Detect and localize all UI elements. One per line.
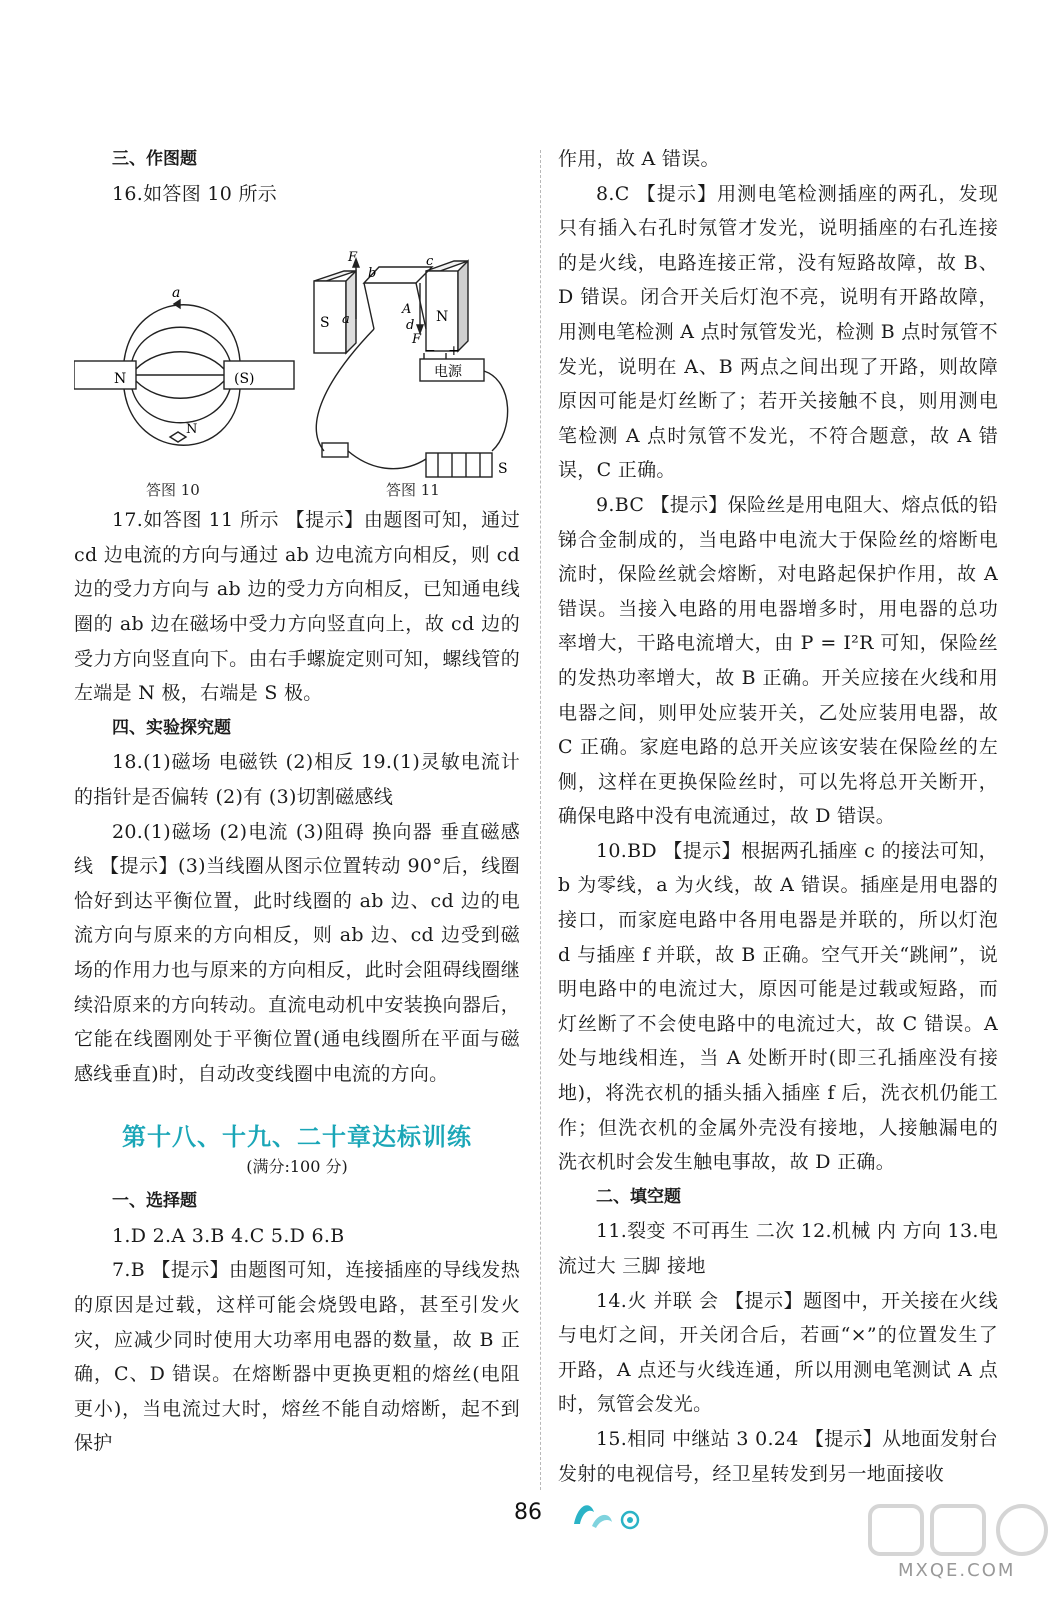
fig11-label-n: N	[436, 309, 449, 326]
q20-answer: 20.(1)磁场 (2)电流 (3)阻碍 换向器 垂直磁感线 【提示】(3)当线圈从图示位置转动 90°后，线圈恰好到达平衡位置，此时线圈的 ab 边、cd 边的电流方向与原来的方向相反，则 ab 边、cd 边受到磁场的作用力也与原来的方向相反，此时会阻碍线圈继续沿原来的方向转动。直流电动机中安装换向器后，它能在线圈刚处于平衡位置(通电线圈所在平面与磁感线垂直)时，自动改变线圈中电流的方向。	[74, 820, 520, 1085]
section-3-title: 三、作图题	[112, 149, 197, 169]
fig10-label-s: (S)	[234, 371, 255, 388]
fig10-label-a: a	[172, 285, 181, 302]
full-score: (满分:100 分)	[246, 1157, 348, 1177]
left-column	[74, 142, 520, 1461]
fig11-label-b: b	[368, 266, 377, 282]
figure-diagrams	[74, 211, 520, 503]
fig11-label-minus: −	[424, 343, 436, 360]
section-4-title: 四、实验探究题	[112, 717, 231, 738]
watermark-logo-icon	[866, 1500, 1056, 1560]
q17-answer: 17.如答图 11 所示 【提示】由题图可知，通过 cd 边电流的方向与通过 ab 边电流方向相反，则 cd 边的受力方向与 ab 边的受力方向相反，已知通电线圈的 ab 边在磁场中受力方向竖直向上，故 cd 边的受力方向竖直向下。由右手螺旋定则可知，螺线管的左端是 N 极，右端是 S 极。	[74, 509, 520, 705]
q7-continued: 作用，故 A 错误。	[558, 148, 720, 170]
fig11-label-s-coil: S	[498, 461, 508, 478]
fig11-label-point-a: A	[402, 302, 412, 318]
q10-answer: 10.BD 【提示】根据两孔插座 c 的接法可知，b 为零线，a 为火线，故 A 错误。插座是用电器的接口，而家庭电路中各用电器是并联的，所以灯泡 d 与插座 f 并联，故 B 正确。空气开关“跳闸”，说明电路中的电流过大，原因可能是过载或短路，而灯丝断了不会使电路中的电流过大，故 C 错误。A 处与地线相连，当 A 处断开时(即三孔插座没有接地)，将洗衣机的插头插入插座 f 后，洗衣机仍能工作；但洗衣机的金属外壳没有接地，人接触漏电的洗衣机时会发生触电事故，故 D 正确。	[558, 839, 998, 1174]
right-column	[558, 142, 998, 1491]
figure-10-magnet-field	[74, 300, 294, 445]
fig11-caption: 答图 11	[386, 481, 440, 500]
fig10-label-n: N	[114, 371, 127, 388]
section-2-title: 二、填空题	[596, 1186, 681, 1207]
q7-answer: 7.B 【提示】由题图可知，连接插座的导线发热的原因是过载，这样可能会烧毁电路，甚至引发火灾，应减少同时使用大功率用电器的数量，故 B 正确，C、D 错误。在熔断器中更换更粗的熔丝(电阻更小)，当电流过大时，熔丝不能自动熔断，起不到保护	[74, 1259, 520, 1455]
fig11-label-c: c	[426, 254, 434, 270]
fig11-label-f-top: F	[348, 250, 358, 266]
column-divider	[540, 150, 541, 1490]
fig11-label-d: d	[406, 318, 415, 334]
q15-answer: 15.相同 中继站 3 0.24 【提示】从地面发射台发射的电视信号，经卫星转发到另一地面接收	[558, 1427, 998, 1485]
chapter-title: 第十八、十九、二十章达标训练	[122, 1123, 472, 1152]
section-1-title: 一、选择题	[112, 1191, 197, 1212]
fig11-label-a: a	[342, 312, 350, 328]
fig11-label-power: 电源	[434, 364, 462, 381]
fig11-label-plus: +	[448, 343, 460, 360]
page-number: 86	[514, 1500, 542, 1525]
q8-answer: 8.C 【提示】用测电笔检测插座的两孔，发现只有插入右孔时氖管才发光，说明插座的右孔连接的是火线，电路连接正常，没有短路故障，故 B、D 错误。闭合开关后灯泡不亮，说明有开路故障，用测电笔检测 A 点时氖管发光，检测 B 点时氖管不发光，说明在 A、B 两点之间出现了开路，则故障原因可能是灯丝断了；若开关接触不良，则用测电笔检测 A 点时氖管不发光，不符合题意，故 A 错误，C 正确。	[558, 182, 998, 482]
q11-13-answers: 11.裂变 不可再生 二次 12.机械 内 方向 13.电流过大 三脚 接地	[558, 1220, 998, 1277]
watermark-text: MXQE.COM	[898, 1560, 1016, 1581]
fig10-caption: 答图 10	[146, 481, 200, 500]
q18-19-answer: 18.(1)磁场 电磁铁 (2)相反 19.(1)灵敏电流计的指针是否偏转 (2)有 (3)切割磁感线	[74, 751, 520, 808]
fig11-label-f-bottom: F	[412, 332, 422, 348]
fig11-label-s: S	[320, 315, 330, 332]
q14-answer: 14.火 并联 会 【提示】题图中，开关接在火线与电灯之间，开关闭合后，若画“×”的位置发生了开路，A 点还与火线连通，所以用测电笔测试 A 点时，氖管会发光。	[558, 1289, 998, 1416]
figure-11-motor-circuit	[314, 259, 508, 477]
q16-answer: 16.如答图 10 所示	[112, 182, 278, 205]
figures	[74, 211, 520, 503]
decorative-logo-icon	[568, 1494, 648, 1534]
q1-6-answers: 1.D 2.A 3.B 4.C 5.D 6.B	[112, 1224, 345, 1247]
fig10-label-n-bottom: N	[186, 422, 198, 438]
q9-answer: 9.BC 【提示】保险丝是用电阻大、熔点低的铅锑合金制成的，当电路中电流大于保险丝的熔断电流时，保险丝就会熔断，对电路起保护作用，故 A 错误。当接入电路的用电器增多时，用电器的总功率增大，干路电流增大，由 P = I²R 可知，保险丝的发热功率增大，故 B 正确。开关应接在火线和用电器之间，则甲处应装开关，乙处应装用电器，故 C 正确。家庭电路的总开关应该安装在保险丝的左侧，这样在更换保险丝时，可以先将总开关断开，确保电路中没有电流通过，故 D 错误。	[558, 493, 998, 828]
